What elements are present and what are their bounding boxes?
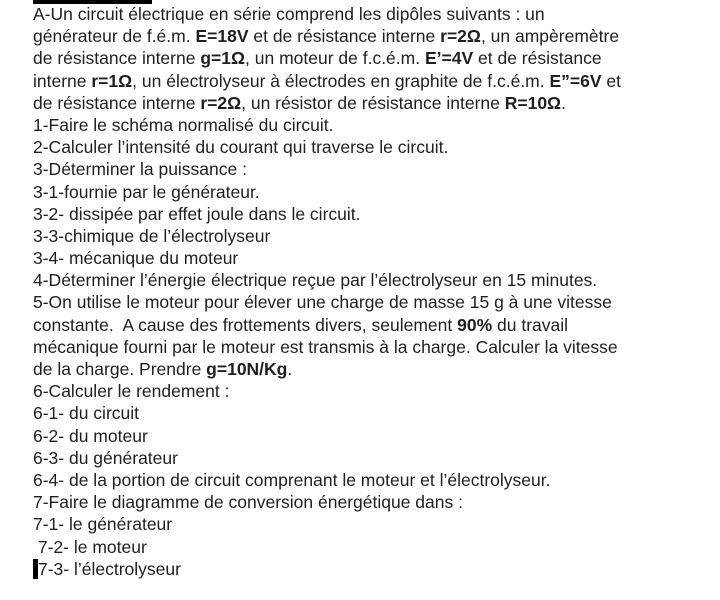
text-segment: 6-Calculer le rendement :: [33, 381, 230, 402]
text-segment: 3-3-chimique de l’électrolyseur: [33, 225, 271, 246]
text-line: [33, 158, 705, 180]
text-line: [33, 247, 705, 269]
text-segment: 3-2- dissipée par effet joule dans le circuit.: [33, 203, 361, 224]
text-line: [33, 536, 705, 558]
text-line: [33, 181, 705, 203]
text-segment: 3-4- mécanique du moteur: [33, 248, 239, 269]
text-line: [33, 447, 705, 469]
text-segment: et de résistance interne: [248, 26, 441, 47]
text-segment: du travail: [492, 314, 569, 335]
text-line: [33, 92, 705, 114]
bold-text-segment: r=2Ω: [440, 26, 481, 47]
text-line: [33, 314, 705, 336]
text-segment: de résistance interne: [33, 48, 201, 69]
bold-text-segment: g=10N/Kg: [206, 359, 288, 379]
document-text[interactable]: [33, 3, 705, 580]
text-line: [33, 269, 705, 291]
text-line: [33, 25, 705, 47]
text-segment: 3-Déterminer la puissance :: [33, 159, 247, 180]
text-segment: 4-Déterminer l’énergie électrique reçue par l’électrolyseur en 15 minutes.: [33, 270, 598, 291]
text-segment: 1-Faire le schéma normalisé du circuit.: [33, 114, 334, 135]
text-line: [33, 469, 705, 491]
text-segment: 7-1- le générateur: [33, 514, 173, 535]
text-segment: , un résistor de résistance interne: [241, 92, 505, 113]
text-segment: .: [561, 92, 566, 113]
bold-text-segment: r=1Ω: [91, 70, 133, 91]
text-line: [33, 558, 705, 580]
text-segment: mécanique fourni par le moteur est transmis à la charge. Calculer la vitesse: [33, 336, 618, 357]
text-segment: de résistance interne: [33, 92, 201, 113]
text-segment: 7-2- le moteur: [33, 536, 147, 557]
text-line: [33, 380, 705, 402]
text-line: [33, 70, 705, 92]
text-segment: constante. A cause des frottements divers, seulement: [33, 314, 458, 335]
text-line: [33, 225, 705, 247]
text-line: [33, 291, 705, 313]
text-line: [33, 203, 705, 225]
text-segment: 6-2- du moteur: [33, 425, 148, 446]
text-line: [33, 425, 705, 447]
text-segment: A-Un circuit électrique en série comprend les dipôles suivants : un: [33, 4, 545, 24]
text-segment: , un moteur de f.c.é.m.: [245, 48, 425, 69]
text-segment: de la charge. Prendre: [33, 359, 207, 379]
text-line: [33, 402, 705, 424]
bold-text-segment: r=2Ω: [200, 92, 242, 113]
bold-text-segment: R=10Ω: [504, 92, 562, 113]
text-segment: 6-3- du générateur: [33, 447, 178, 468]
text-segment: , un ampèremètre: [480, 26, 620, 47]
text-segment: .: [287, 359, 293, 379]
text-segment: 2-Calculer l’intensité du courant qui traverse le circuit.: [33, 137, 449, 158]
text-line: [33, 136, 705, 158]
text-segment: 7-3- l’électrolyseur: [38, 558, 181, 579]
text-line: [33, 3, 705, 25]
text-line: [33, 336, 705, 358]
text-line: [33, 491, 705, 513]
text-segment: et: [601, 70, 622, 91]
bold-text-segment: E=18V: [195, 26, 249, 47]
text-line: [33, 358, 705, 380]
bold-text-segment: g=1Ω: [200, 48, 246, 69]
text-segment: interne: [33, 70, 92, 91]
text-segment: 6-4- de la portion de circuit comprenant le moteur et l’électrolyseur.: [33, 469, 551, 490]
bold-text-segment: E’=4V: [424, 48, 474, 69]
text-segment: 6-1- du circuit: [33, 403, 140, 424]
text-line: [33, 513, 705, 535]
text-line: [33, 114, 705, 136]
text-segment: 3-1-fournie par le générateur.: [33, 181, 260, 202]
text-segment: 7-Faire le diagramme de conversion énergétique dans :: [33, 492, 463, 513]
text-line: [33, 47, 705, 69]
text-segment: générateur de f.é.m.: [33, 26, 196, 47]
text-segment: et de résistance: [473, 48, 602, 69]
bold-text-segment: E”=6V: [549, 70, 602, 91]
bold-text-segment: 90%: [457, 314, 493, 335]
text-segment: , un électrolyseur à électrodes en graphite de f.c.é.m.: [132, 70, 550, 91]
text-segment: 5-On utilise le moteur pour élever une charge de masse 15 g à une vitesse: [33, 292, 612, 313]
